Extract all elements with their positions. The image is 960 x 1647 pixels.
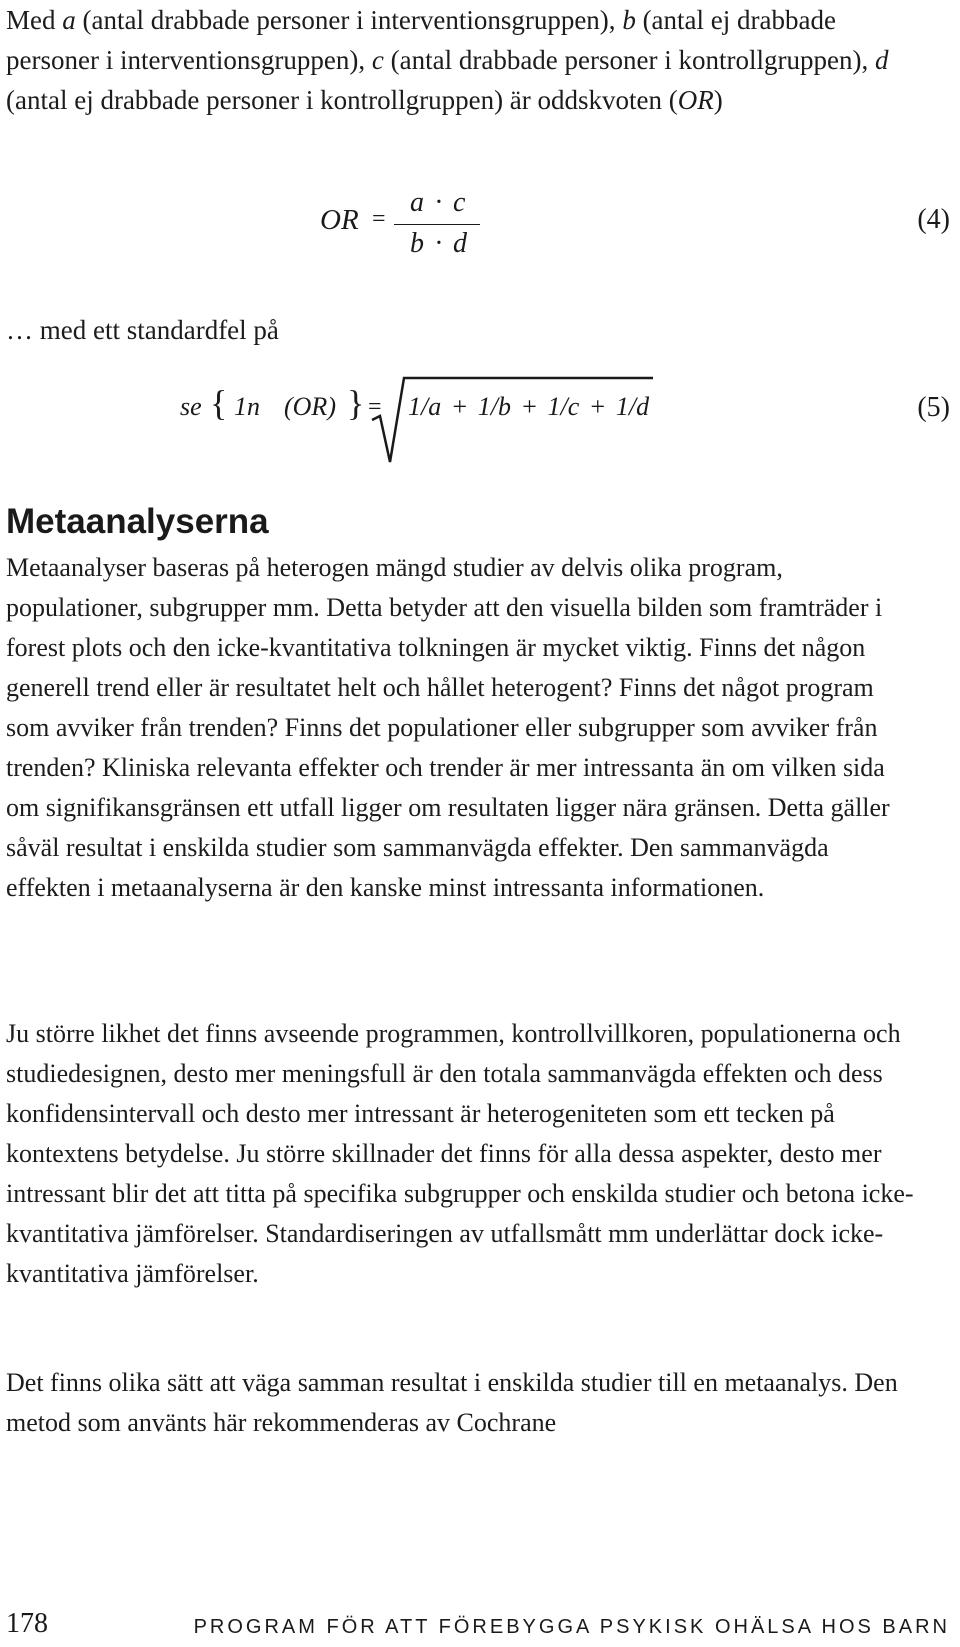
- paragraph-3: Det finns olika sätt att väga samman resultat i enskilda studier till en metaanalys. Den metod som använts här rekommenderas av Cochrane: [6, 1368, 898, 1437]
- intro-paragraph: [6, 0, 918, 120]
- running-footer-title: PROGRAM FÖR ATT FÖREBYGGA PSYKISK OHÄLSA HOS BARN: [193, 1616, 950, 1638]
- eq5-close-brace: }: [347, 383, 365, 423]
- equation-4: [0, 187, 960, 270]
- intro-text: (antal ej drabbade personer i interventionsgruppen),: [6, 5, 836, 75]
- eq5-equals: =: [368, 394, 382, 420]
- intro-text: ): [713, 85, 723, 115]
- var-a: a: [62, 5, 76, 35]
- eq4-denominator: b · d: [410, 228, 469, 259]
- eq5-se: se: [180, 392, 202, 421]
- eq4-number: (4): [917, 204, 950, 235]
- paragraph-2: Ju större likhet det finns avseende programmen, kontrollvillkoren, populationerna och studiedesignen, desto mer meningsfull är den totala sammanvägda effekten och dess konfidensintervall och desto mer intressant är heterogeniteten som ett tecken på kontextens betydelse. Ju större skillnader det finns för alla dessa aspekter, desto mer intressant blir det att titta på specifika subgrupper och enskilda studier och betona icke-kvantitativa jämförelser. Standardiseringen av utfallsmått mm underlättar dock icke-kvantitativa jämförelser.: [6, 1019, 914, 1288]
- eq5-radicand: 1/a + 1/b + 1/c + 1/d: [408, 392, 650, 421]
- eq4-equals: =: [372, 206, 386, 232]
- intro-text: Med: [6, 5, 63, 35]
- var-d: d: [874, 45, 889, 75]
- se-intro: … med ett standardfel på: [6, 315, 279, 345]
- intro-text: (antal drabbade personer i interventionsgruppen),: [75, 5, 623, 35]
- intro-text: (antal drabbade personer i kontrollgruppen),: [383, 45, 875, 75]
- eq5-open-brace: {: [210, 383, 228, 423]
- equation-5: [0, 376, 960, 466]
- fraction-bar: [394, 224, 480, 225]
- var-or: OR: [677, 85, 714, 115]
- eq5-number: (5): [917, 392, 950, 423]
- eq4-numerator: a · c: [410, 187, 468, 218]
- eq4-lhs: OR: [320, 204, 359, 236]
- eq5-ln: 1n: [234, 392, 260, 421]
- paragraph-1: Metaanalyser baseras på heterogen mängd studier av delvis olika program, populationer, subgrupper mm. Detta betyder att den visuella bilden som framträder i forest plots och den icke-kvantitativa tolkningen är mycket viktig. Finns det någon generell trend eller är resultatet helt och hållet heterogent? Finns det något program som avviker från trenden? Finns det populationer eller subgrupper som avviker från trenden? Kliniska relevanta effekter och trender är mer intressanta än om vilken sida om signifikansgränsen ett utfall ligger om resultaten ligger nära gränsen. Detta gäller såväl resultat i enskilda studier som sammanvägda effekter. Den sammanvägda effekten i metaanalyserna är den kanske minst intressanta informationen.: [6, 553, 890, 902]
- section-heading: Metaanalyserna: [6, 502, 269, 541]
- sqrt-sign: [368, 376, 658, 476]
- eq5-arg: (OR): [284, 392, 336, 421]
- page-number: 178: [6, 1608, 48, 1639]
- var-b: b: [622, 5, 636, 35]
- intro-text: (antal ej drabbade personer i kontrollgruppen) är oddskvoten (: [6, 85, 678, 115]
- var-c: c: [371, 45, 384, 75]
